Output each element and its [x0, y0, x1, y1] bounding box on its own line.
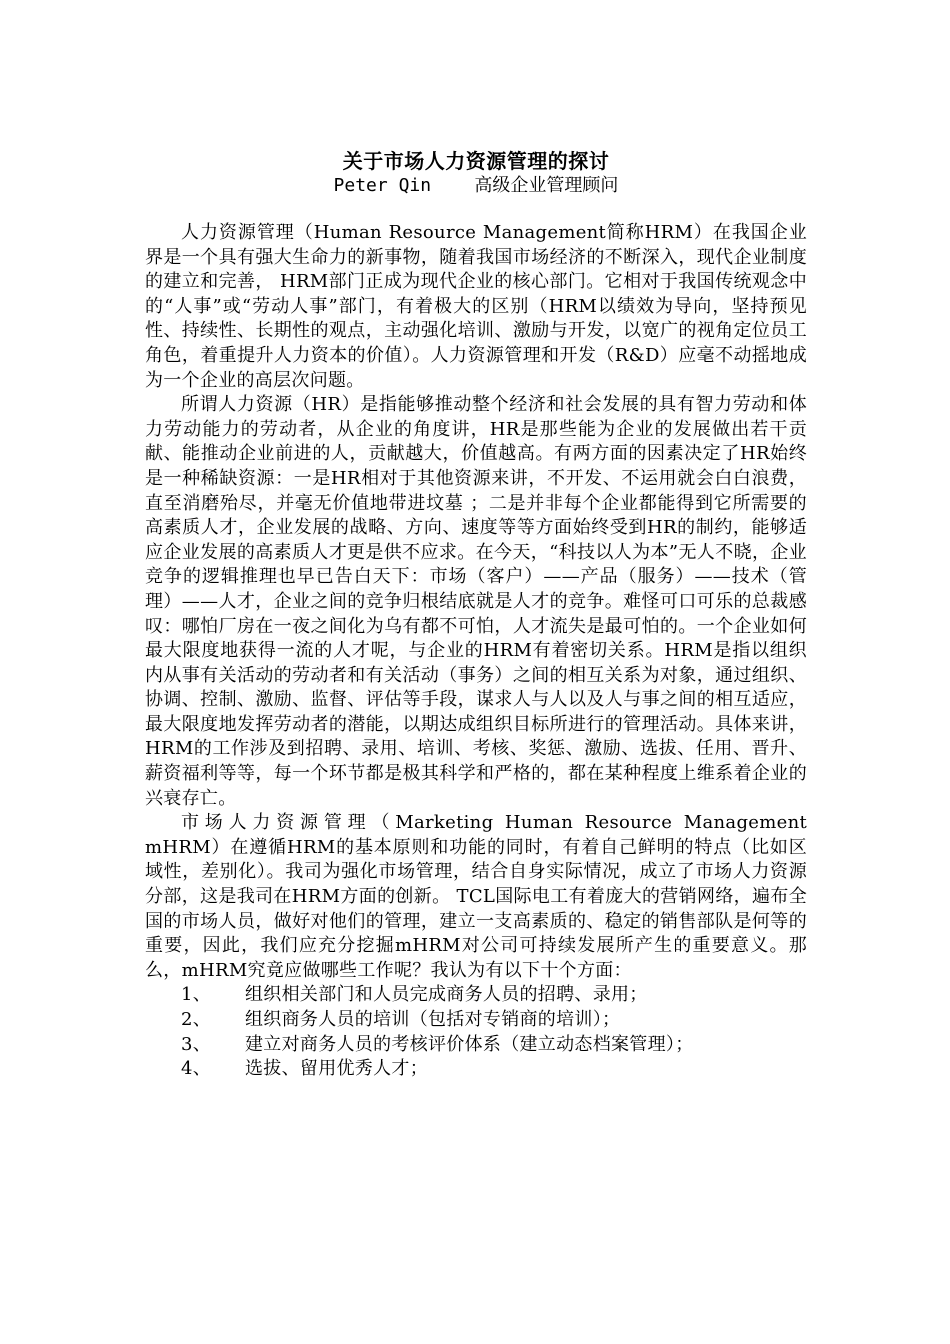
list-item-number: 3、: [181, 1033, 212, 1055]
list-item-number: 4、: [181, 1058, 212, 1080]
paragraph-mhrm: 市场人力资源管理（Marketing Human Resource Management mHRM）在遵循HRM的基本原则和功能的同时，有着自己鲜明的特点（比如区域性，差别化）。我司为强化市场管理，结合自身实际情况，成立了市场人力资源分部，这是我司在HRM方面的创新。 TCL国际电工有着庞大的营销网络，遍布全国的市场人员，做好对他们的管理，建立一支高素质的、稳定的销售部队是何等的重要，因此，我们应充分挖掘mHRM对公司可持续发展所产生的重要意义。那么，mHRM究竟应做哪些工作呢？我认为有以下十个方面：: [145, 812, 807, 981]
list-item: [145, 1008, 807, 1033]
list-item-text: 组织商务人员的培训（包括对专销商的培训）；: [245, 1009, 621, 1030]
author-byline: Peter Qin 高级企业管理顾问: [333, 175, 619, 196]
paragraph-intro: 人力资源管理（Human Resource Management简称HRM）在我国企业界是一个具有强大生命力的新事物，随着我国市场经济的不断深入，现代企业制度的建立和完善， HRM部门正成为现代企业的核心部门。它相对于我国传统观念中的“人事”或“劳动人事”部门，有着极大的区别（HRM以绩效为导向，坚持预见性、持续性、长期性的观点，主动强化培训、激励与开发，以宽广的视角定位员工角色，着重提升人力资本的价值）。人力资源管理和开发（R&D）应毫不动摇地成为一个企业的高层次问题。: [145, 222, 807, 391]
list-item: [145, 1033, 807, 1058]
list-item: [145, 983, 807, 1008]
list-item-number: 1、: [181, 984, 212, 1006]
list-item-text: 组织相关部门和人员完成商务人员的招聘、录用；: [245, 984, 648, 1006]
paragraph-hr-definition: 所谓人力资源（HR）是指能够推动整个经济和社会发展的具有智力劳动和体力劳动能力的劳动者，从企业的角度讲，HR是那些能为企业的发展做出若干贡献、能推动企业前进的人，贡献越大，价值越高。有两方面的因素决定了HR始终是一种稀缺资源：一是HR相对于其他资源来讲，不开发、不运用就会白白浪费，直至消磨殆尽，并毫无价值地带进坟墓 ；二是并非每个企业都能得到它所需要的高素质人才，企业发展的战略、方向、速度等等方面始终受到HR的制约，能够适应企业发展的高素质人才更是供不应求。在今天，“科技以人为本”无人不晓，企业竞争的逻辑推理也早已告白天下：市场（客户）——产品（服务）——技术（管理）——人才，企业之间的竞争归根结底就是人才的竞争。难怪可口可乐的总裁感叹：哪怕厂房在一夜之间化为乌有都不可怕，人才流失是最可怕的。一个企业如何最大限度地获得一流的人才呢，与企业的HRM有着密切关系。HRM是指以组织内从事有关活动的劳动者和有关活动（事务）之间的相互关系为对象，通过组织、协调、控制、激励、监督、评估等手段，谋求人与人以及人与事之间的相互适应，最大限度地发挥劳动者的潜能，以期达成组织目标所进行的管理活动。具体来讲，HRM的工作涉及到招聘、录用、培训、考核、奖惩、激励、选拔、任用、晋升、薪资福利等等，每一个环节都是极其科学和严格的，都在某种程度上维系着企业的兴衰存亡。: [145, 394, 807, 809]
mhrm-task-list: [145, 983, 807, 1081]
document-page: [145, 148, 807, 1082]
list-item-text: 选拔、留用优秀人才；: [245, 1058, 428, 1080]
list-item: [145, 1057, 807, 1082]
document-title: 关于市场人力资源管理的探讨: [342, 149, 610, 173]
list-item-text: 建立对商务人员的考核评价体系（建立动态档案管理）；: [245, 1033, 694, 1055]
list-item-number: 2、: [181, 1009, 212, 1030]
